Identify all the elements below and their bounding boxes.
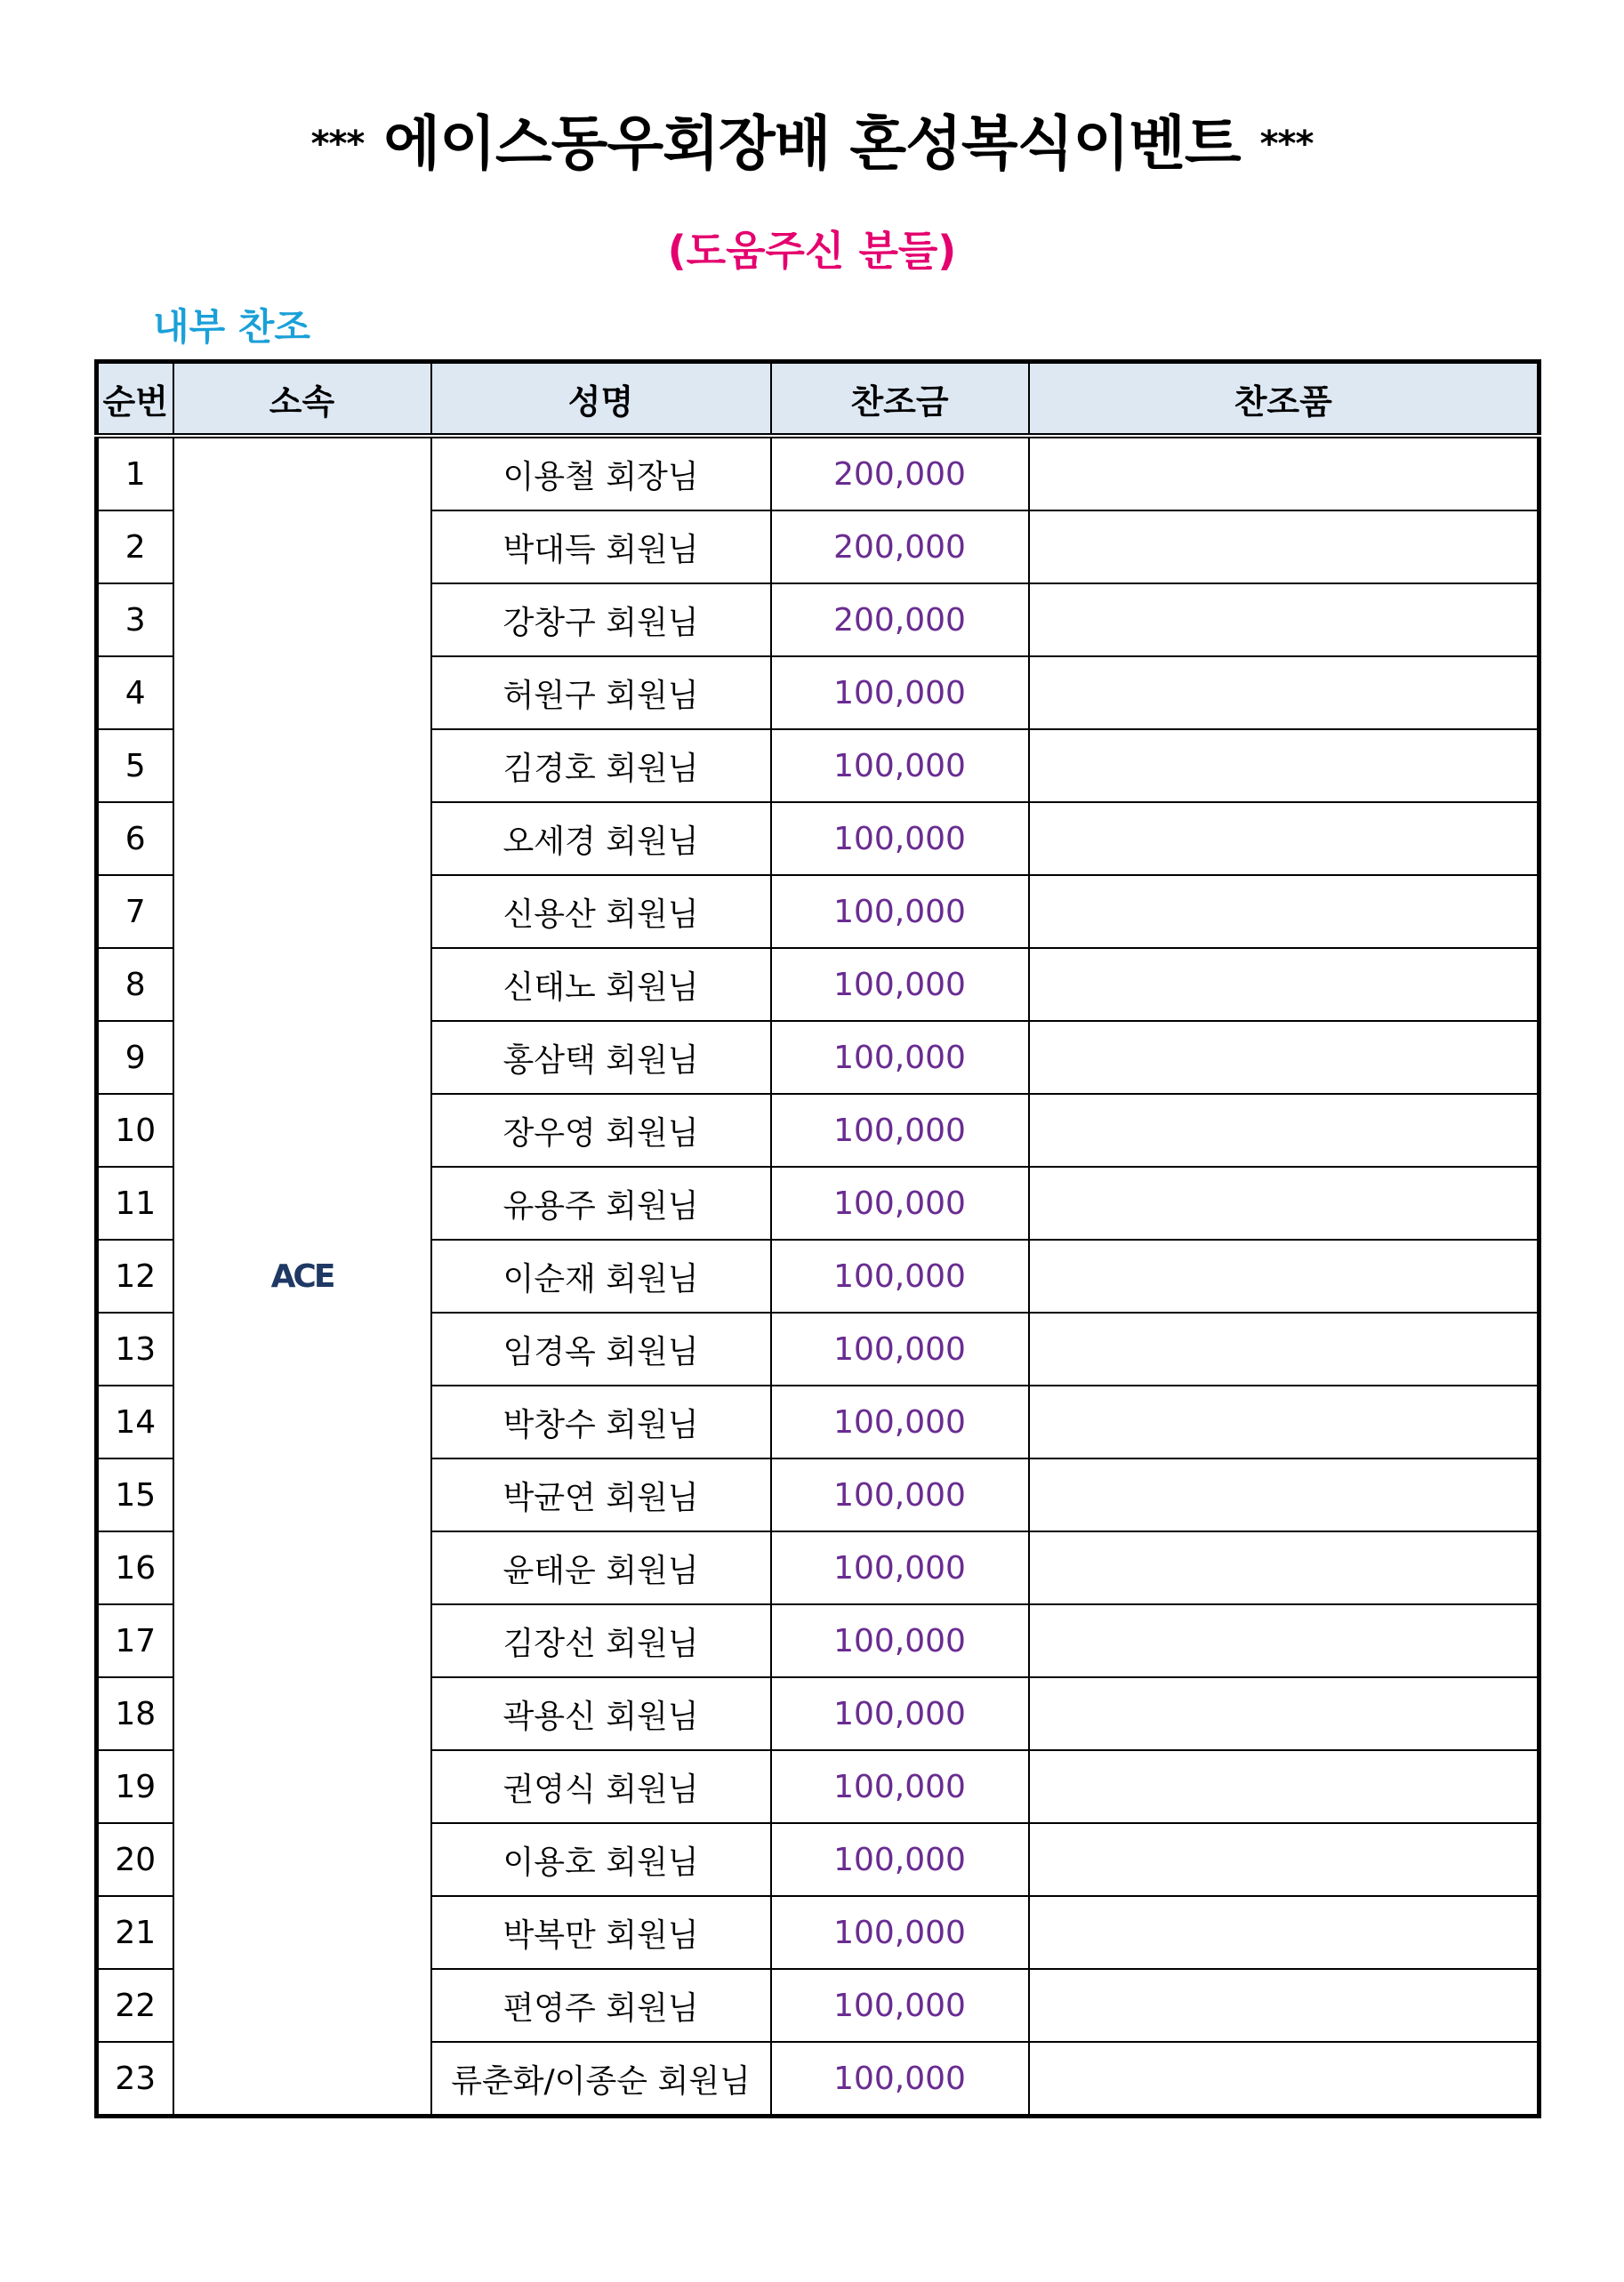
sponsor-goods	[1029, 1750, 1540, 1823]
row-number: 8	[97, 948, 173, 1021]
row-number: 4	[97, 656, 173, 729]
sponsor-goods	[1029, 1386, 1540, 1458]
header-no: 순번	[97, 362, 173, 437]
sponsor-amount: 200,000	[771, 510, 1029, 583]
sponsor-name: 홍삼택 회원님	[431, 1021, 771, 1094]
sponsor-name: 이용호 회원님	[431, 1823, 771, 1896]
sponsor-name: 임경옥 회원님	[431, 1313, 771, 1386]
title-text: 에이스동우회장배 혼성복식이벤트	[383, 109, 1241, 178]
sponsor-amount: 100,000	[771, 1094, 1029, 1167]
row-number: 5	[97, 729, 173, 802]
row-number: 9	[97, 1021, 173, 1094]
sponsor-amount: 100,000	[771, 1021, 1029, 1094]
row-number: 3	[97, 583, 173, 656]
row-number: 14	[97, 1386, 173, 1458]
row-number: 13	[97, 1313, 173, 1386]
row-number: 12	[97, 1240, 173, 1313]
sponsor-name: 곽용신 회원님	[431, 1677, 771, 1750]
row-number: 19	[97, 1750, 173, 1823]
sponsor-goods	[1029, 875, 1540, 948]
sponsor-goods	[1029, 948, 1540, 1021]
row-number: 6	[97, 802, 173, 875]
section-label: 내부 찬조	[153, 305, 310, 349]
sponsor-goods	[1029, 583, 1540, 656]
sponsor-goods	[1029, 1313, 1540, 1386]
sponsor-goods	[1029, 1896, 1540, 1969]
sponsor-goods	[1029, 656, 1540, 729]
sponsor-amount: 100,000	[771, 1896, 1029, 1969]
sponsor-amount: 100,000	[771, 656, 1029, 729]
sponsor-name: 이용철 회장님	[431, 436, 771, 510]
row-number: 16	[97, 1531, 173, 1604]
sponsor-name: 박균연 회원님	[431, 1458, 771, 1531]
sponsor-amount: 100,000	[771, 1750, 1029, 1823]
header-amount: 찬조금	[771, 362, 1029, 437]
sponsor-goods	[1029, 2042, 1540, 2117]
sponsor-amount: 100,000	[771, 1240, 1029, 1313]
sponsor-goods	[1029, 1604, 1540, 1677]
sponsor-amount: 100,000	[771, 1458, 1029, 1531]
sponsor-amount: 100,000	[771, 1313, 1029, 1386]
row-number: 7	[97, 875, 173, 948]
header-club: 소속	[173, 362, 431, 437]
row-number: 23	[97, 2042, 173, 2117]
sponsor-amount: 100,000	[771, 802, 1029, 875]
sponsor-amount: 100,000	[771, 1386, 1029, 1458]
sponsor-amount: 100,000	[771, 729, 1029, 802]
sponsor-goods	[1029, 1094, 1540, 1167]
sponsor-goods	[1029, 436, 1540, 510]
table-body	[97, 436, 1540, 2117]
sponsor-goods	[1029, 1167, 1540, 1240]
title-stars-right: ***	[1259, 123, 1314, 165]
row-number: 22	[97, 1969, 173, 2042]
sponsor-goods	[1029, 510, 1540, 583]
header-goods: 찬조품	[1029, 362, 1540, 437]
row-number: 17	[97, 1604, 173, 1677]
sponsor-amount: 100,000	[771, 1531, 1029, 1604]
sponsor-goods	[1029, 802, 1540, 875]
sponsor-amount: 200,000	[771, 583, 1029, 656]
sponsor-name: 이순재 회원님	[431, 1240, 771, 1313]
sponsor-table	[94, 359, 1541, 2118]
row-number: 15	[97, 1458, 173, 1531]
sponsor-name: 류춘화/이종순 회원님	[431, 2042, 771, 2117]
sponsor-amount: 100,000	[771, 1969, 1029, 2042]
document-title	[0, 96, 1624, 181]
sponsor-amount: 100,000	[771, 1167, 1029, 1240]
sponsor-name: 김장선 회원님	[431, 1604, 771, 1677]
sponsor-name: 장우영 회원님	[431, 1094, 771, 1167]
row-number: 10	[97, 1094, 173, 1167]
sponsor-goods	[1029, 1458, 1540, 1531]
table-row	[97, 436, 1540, 510]
sponsor-goods	[1029, 1969, 1540, 2042]
sponsor-name: 윤태운 회원님	[431, 1531, 771, 1604]
header-name: 성명	[431, 362, 771, 437]
sponsor-amount: 100,000	[771, 1823, 1029, 1896]
sponsor-amount: 100,000	[771, 948, 1029, 1021]
sponsor-goods	[1029, 1677, 1540, 1750]
row-number: 18	[97, 1677, 173, 1750]
sponsor-name: 허원구 회원님	[431, 656, 771, 729]
sponsor-name: 편영주 회원님	[431, 1969, 771, 2042]
sponsor-goods	[1029, 1531, 1540, 1604]
sponsor-amount: 100,000	[771, 1677, 1029, 1750]
sponsor-name: 권영식 회원님	[431, 1750, 771, 1823]
sponsor-goods	[1029, 1823, 1540, 1896]
title-stars-left: ***	[310, 123, 365, 165]
club-cell: ACE	[173, 436, 431, 2117]
sponsor-goods	[1029, 1021, 1540, 1094]
row-number: 2	[97, 510, 173, 583]
sponsor-amount: 200,000	[771, 436, 1029, 510]
sponsor-amount: 100,000	[771, 1604, 1029, 1677]
sponsor-amount: 100,000	[771, 2042, 1029, 2117]
sponsor-name: 유용주 회원님	[431, 1167, 771, 1240]
row-number: 1	[97, 436, 173, 510]
sponsor-name: 강창구 회원님	[431, 583, 771, 656]
table-header-row	[97, 362, 1540, 437]
sponsor-goods	[1029, 1240, 1540, 1313]
sponsor-name: 박대득 회원님	[431, 510, 771, 583]
sponsor-goods	[1029, 729, 1540, 802]
row-number: 21	[97, 1896, 173, 1969]
sponsor-name: 김경호 회원님	[431, 729, 771, 802]
sponsor-name: 박창수 회원님	[431, 1386, 771, 1458]
sponsor-name: 신용산 회원님	[431, 875, 771, 948]
sponsor-amount: 100,000	[771, 875, 1029, 948]
sponsor-name: 박복만 회원님	[431, 1896, 771, 1969]
sponsor-name: 오세경 회원님	[431, 802, 771, 875]
row-number: 20	[97, 1823, 173, 1896]
row-number: 11	[97, 1167, 173, 1240]
sponsor-name: 신태노 회원님	[431, 948, 771, 1021]
subtitle: (도움주신 분들)	[667, 227, 957, 275]
